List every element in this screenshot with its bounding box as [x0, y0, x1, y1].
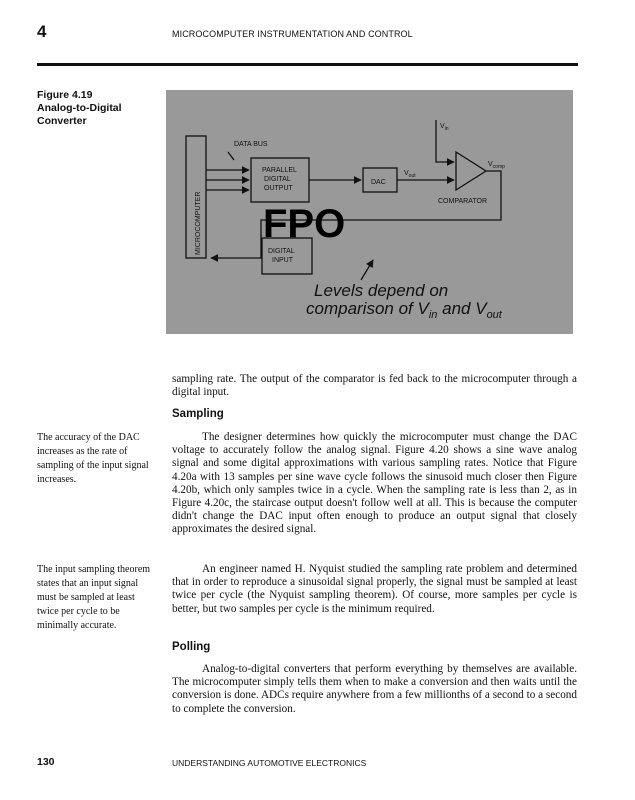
- digital-input-label: DIGITAL: [268, 248, 295, 255]
- running-head: MICROCOMPUTER INSTRUMENTATION AND CONTROL: [172, 29, 413, 39]
- parallel-output-label: DIGITAL: [264, 176, 291, 183]
- parallel-output-label: OUTPUT: [264, 185, 293, 192]
- vcomp-label: $V_{comp}$: [488, 161, 505, 170]
- figure-caption-line: Figure 4.19: [37, 89, 93, 101]
- handwritten-note-line-2: comparison of $V_{in}$ and $V_{out}$: [306, 299, 502, 321]
- sidenote-theorem: The input sampling theorem states that an input signal must be sampled at least twice per cycle to be minimally accurate.: [37, 564, 151, 631]
- data-bus-pointer: [228, 152, 234, 160]
- figure-caption-line: Converter: [37, 115, 87, 127]
- dac-label: DAC: [371, 179, 386, 186]
- parallel-output-label: PARALLEL: [262, 167, 297, 174]
- annotation-arrow: [361, 260, 373, 280]
- adc-figure: [166, 90, 573, 334]
- handwritten-note-line-1: Levels depend on: [314, 281, 449, 300]
- header-rule: [37, 63, 578, 66]
- comparator-label: COMPARATOR: [438, 198, 488, 205]
- vin-label: $V_{in}$: [440, 123, 449, 132]
- page-number: 130: [37, 756, 55, 768]
- fpo-label: FPO: [263, 202, 346, 246]
- digital-input-label: INPUT: [272, 257, 293, 264]
- adc-block-diagram: [166, 90, 573, 334]
- microcomputer-label: MICROCOMPUTER: [195, 191, 202, 255]
- figure-caption-line: Analog-to-Digital: [37, 102, 122, 114]
- comparator-symbol: [456, 152, 486, 190]
- running-foot: UNDERSTANDING AUTOMOTIVE ELECTRONICS: [172, 758, 367, 768]
- polling-heading: Polling: [172, 641, 211, 653]
- sampling-heading: Sampling: [172, 408, 224, 420]
- sidenote-accuracy: The accuracy of the DAC increases as the rate of sampling of the input signal increases.: [37, 432, 149, 485]
- feedback-line: [211, 171, 501, 258]
- figure-caption: [37, 89, 157, 128]
- data-bus-label: DATA BUS: [234, 141, 268, 148]
- intro-paragraph: sampling rate. The output of the comparator is fed back to the microcomputer through a digital input.: [172, 373, 577, 399]
- sampling-paragraph: The designer determines how quickly the microcomputer must change the DAC voltage to accurately follow the analog signal. Figure 4.20 shows a sine wave analog signal and some digital approximations with various sampling rates. Notice that Figure 4.20a with 13 samples per sine wave cycle follows the sinusoid much closer then Figure 4.20b, which only samples twice in a cycle. When the sampling rate is less than 2, as in Figure 4.20c, the staircase output doesn't follow well at all. This is because the computer didn't change the DAC input often enough to produce an output signal that closely approximates the desired signal.: [172, 431, 577, 536]
- vout-label: $V_{out}$: [404, 170, 416, 179]
- polling-paragraph: Analog-to-digital converters that perform everything by themselves are available. The microcomputer simply tells them when to make a conversion and then waits until the conversion is done. ADCs require anywhere from a few millionths of a second to a second to complete the conversion.: [172, 663, 577, 715]
- chapter-number: 4: [37, 22, 47, 41]
- nyquist-paragraph: An engineer named H. Nyquist studied the sampling rate problem and determined that in order to reproduce a sinusoidal signal properly, the signal must be sampled at least twice per cycle (the Nyquist sampling theorem). Of course, more samples per cycle is better, but two samples per cycle is the minimum required.: [172, 563, 577, 615]
